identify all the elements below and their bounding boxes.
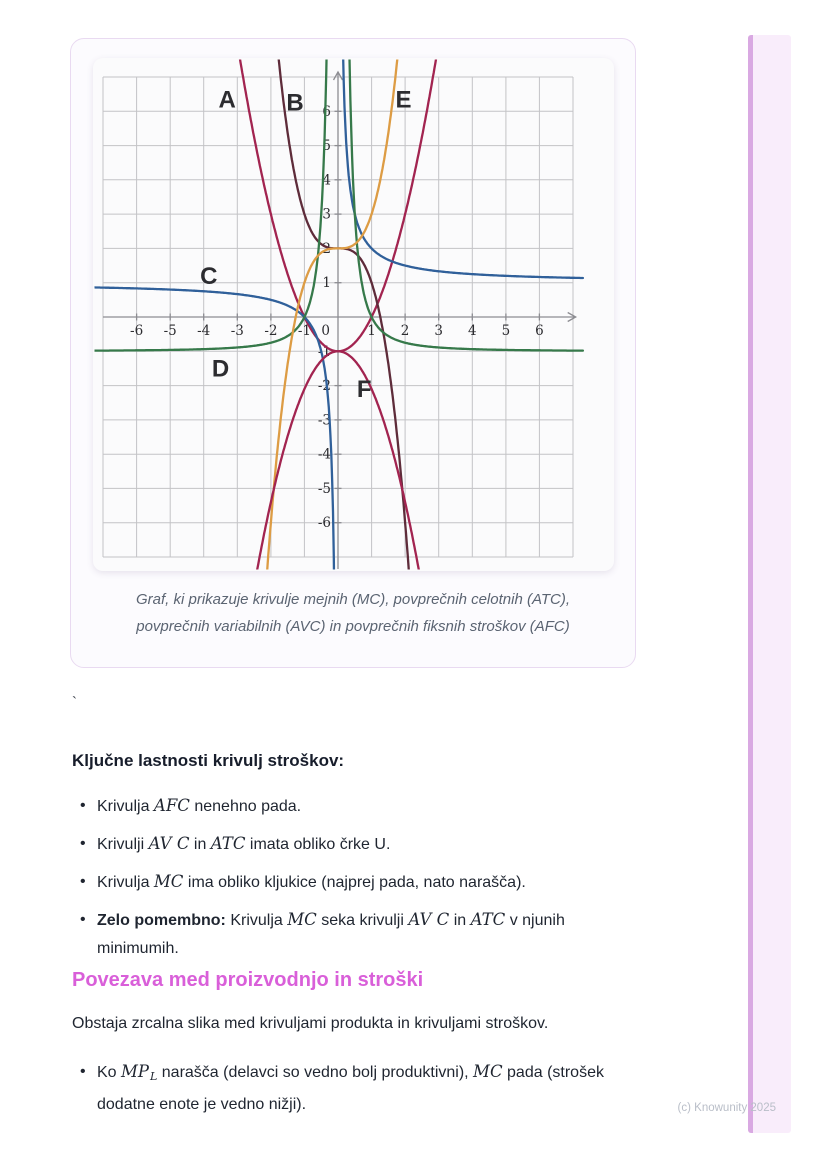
math-text: AFC [153,796,190,815]
math-text: AV C [408,910,450,929]
text-run: Ko [97,1064,122,1081]
svg-text:5: 5 [322,138,331,155]
svg-text:B: B [286,89,304,117]
caption-line-2: povprečnih variabilnih (AVC) in povprečnih fiksnih stroškov (AFC) [136,618,570,635]
svg-text:6: 6 [535,323,544,339]
caption-line-1: Graf, ki prikazuje krivulje mejnih (MC), povprečnih celotnih (ATC), [135,591,571,608]
list-item-text [97,792,632,821]
svg-text:-5: -5 [163,323,177,339]
key-properties-heading: Ključne lastnosti krivulj stroškov: [72,751,345,770]
svg-text:4: 4 [322,172,331,189]
text-run: nenehno pada. [189,798,302,815]
list-item [72,906,632,963]
copyright-text: (c) Knowunity 2025 [677,1102,776,1114]
svg-text:-2: -2 [317,378,331,395]
bullet-dot: • [80,835,86,852]
text-run: in [189,836,211,853]
text-run: narašča (delavci so vedno bolj produktivni), [157,1064,474,1081]
figure-card [70,38,636,668]
svg-text:2: 2 [400,323,410,339]
bullet-dot: • [80,797,86,814]
production-list [72,1058,632,1128]
text-run: seka krivulji [316,912,409,929]
svg-text:6: 6 [322,103,331,120]
svg-text:-1: -1 [317,343,331,360]
svg-text:1: 1 [322,275,331,292]
production-costs-heading: Povezava med proizvodnjo in stroški [72,969,424,991]
text-run: Krivulja [225,912,288,929]
math-text: MC [287,910,317,929]
svg-text:A: A [218,86,236,114]
math-text: ATC [470,910,506,929]
svg-text:-4: -4 [197,323,211,339]
svg-text:4: 4 [468,323,477,339]
svg-text:1: 1 [367,323,376,339]
svg-text:0: 0 [321,323,330,339]
bullet-dot: • [80,911,86,928]
svg-text:F: F [356,376,372,404]
bullet-dot: • [80,1063,86,1080]
bullet-dot: • [80,873,86,890]
list-item-text [97,830,632,859]
math-text: ATC [210,834,246,853]
svg-text:-3: -3 [317,412,331,429]
svg-text:3: 3 [322,206,331,223]
list-item [72,830,632,859]
text-run: pada (strošek [502,1064,604,1081]
svg-text:-3: -3 [230,323,244,339]
svg-text:3: 3 [434,323,443,339]
text-run: minimumih. [97,940,179,957]
text-run: Krivulja [97,798,154,815]
svg-text:5: 5 [501,323,511,339]
svg-text:-2: -2 [264,323,278,339]
math-text: MC [153,872,184,891]
list-item-text [97,906,632,963]
text-run: Zelo pomembno: [97,912,226,929]
math-text: AV C [148,834,190,853]
graph-panel [93,58,614,571]
key-properties-list [72,792,632,972]
text-run: Krivulja [97,874,154,891]
math-text: MC [473,1062,503,1081]
text-run: v njunih [505,912,565,929]
text-run: in [449,912,471,929]
math-text: L [150,1070,158,1083]
list-item [72,792,632,821]
svg-text:-5: -5 [317,480,331,497]
text-run: ima obliko kljukice (najprej pada, nato narašča). [183,874,526,891]
mirror-paragraph: Obstaja zrcalna slika med krivuljami produkta in krivuljami stroškov. [72,1015,549,1032]
svg-text:D: D [211,355,230,383]
svg-text:2: 2 [322,240,331,257]
stray-backtick: ` [72,694,77,711]
svg-text:C: C [200,262,218,290]
text-run: Krivulji [97,836,149,853]
list-item-text [97,868,632,897]
svg-text:-6: -6 [317,515,331,532]
svg-text:-4: -4 [317,446,331,463]
text-run: dodatne enote je vedno nižji). [97,1096,307,1113]
list-item [72,868,632,897]
svg-text:-1: -1 [297,323,311,339]
text-run: imata obliko črke U. [245,836,391,853]
svg-text:-6: -6 [130,323,144,339]
math-text: MP [121,1062,150,1081]
side-scroll-strip[interactable] [748,35,791,1133]
graph-svg [93,58,614,571]
svg-text:E: E [395,86,412,114]
figure-caption [71,586,635,640]
